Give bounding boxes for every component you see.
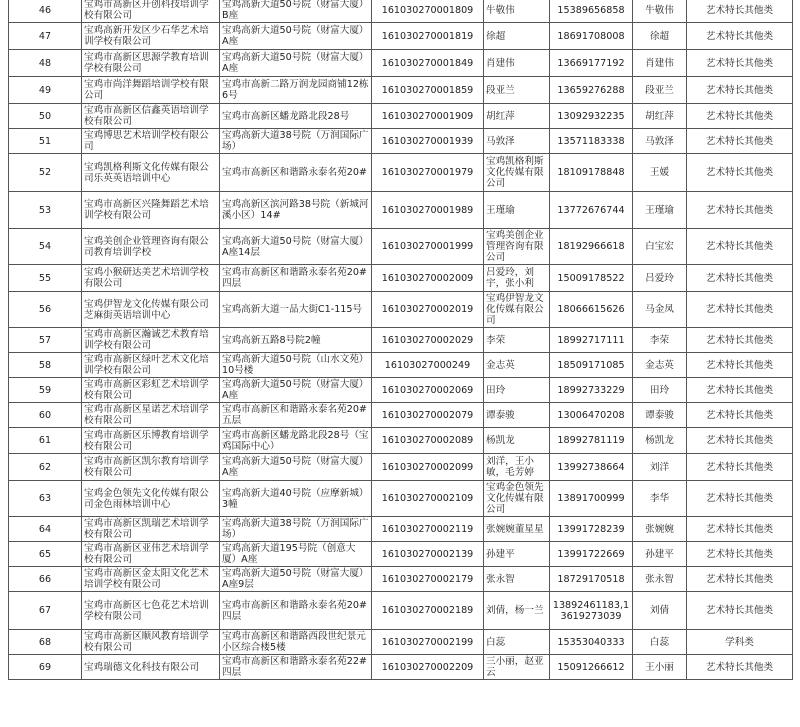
license-code-cell: 161030270002209 [372,655,484,680]
sponsor-cell: 宝鸡伊智龙文化传媒有限公司 [484,292,550,328]
sponsor-cell: 刘洋，王小敏，毛芳婷 [484,454,550,481]
table-body [9,0,793,680]
license-code-cell: 161030270002009 [372,265,484,292]
sponsor-cell: 牛敬伟 [484,0,550,23]
training-category-cell: 艺术特长其他类 [687,265,793,292]
license-code-cell: 161030270001979 [372,154,484,192]
license-code-cell: 161030270002079 [372,403,484,428]
sponsor-cell: 吕爱玲，刘宇，张小利 [484,265,550,292]
license-code-cell: 161030270001849 [372,50,484,77]
row-number-cell: 69 [9,655,82,680]
row-number-cell: 66 [9,567,82,592]
table-row [9,265,793,292]
training-category-cell: 艺术特长其他类 [687,328,793,353]
row-number-cell: 67 [9,592,82,630]
license-code-cell: 161030270002099 [372,454,484,481]
legal-representative-cell: 徐超 [633,23,687,50]
table-row [9,292,793,328]
table-row [9,655,793,680]
phone-number-cell: 13991722669 [550,542,633,567]
row-number-cell: 53 [9,192,82,229]
school-name-cell: 宝鸡市高新区兴隆舞蹈艺术培训学校有限公司 [82,192,220,229]
school-name-cell: 宝鸡市高新区绿叶艺术文化培训学校有限公司 [82,353,220,378]
row-number-cell: 63 [9,481,82,517]
legal-representative-cell: 段亚兰 [633,77,687,104]
legal-representative-cell: 王瑾瑜 [633,192,687,229]
training-category-cell: 艺术特长其他类 [687,192,793,229]
sponsor-cell: 王瑾瑜 [484,192,550,229]
license-code-cell: 16103027000249 [372,353,484,378]
row-number-cell: 49 [9,77,82,104]
training-category-cell: 艺术特长其他类 [687,428,793,454]
table-row [9,229,793,265]
row-number-cell: 68 [9,630,82,655]
legal-representative-cell: 马金凤 [633,292,687,328]
school-name-cell: 宝鸡市高新区乐博教育培训学校有限公司 [82,428,220,454]
school-address-cell: 宝鸡高新大道50号院（财富大厦）A座 [220,454,372,481]
legal-representative-cell: 肖建伟 [633,50,687,77]
training-category-cell: 艺术特长其他类 [687,481,793,517]
row-number-cell: 56 [9,292,82,328]
phone-number-cell: 13992738664 [550,454,633,481]
school-address-cell: 宝鸡市高新区蟠龙路北段28号 [220,104,372,129]
legal-representative-cell: 刘倩 [633,592,687,630]
sponsor-cell: 徐超 [484,23,550,50]
school-address-cell: 宝鸡高新大道195号院（创意大厦）A座 [220,542,372,567]
school-address-cell: 宝鸡市高新区和谐路永泰名苑20#五层 [220,403,372,428]
phone-number-cell: 13669177192 [550,50,633,77]
phone-number-cell: 13006470208 [550,403,633,428]
phone-number-cell: 15091266612 [550,655,633,680]
legal-representative-cell: 白宝宏 [633,229,687,265]
license-code-cell: 161030270002179 [372,567,484,592]
training-category-cell: 艺术特长其他类 [687,592,793,630]
legal-representative-cell: 李荣 [633,328,687,353]
table-row [9,154,793,192]
row-number-cell: 48 [9,50,82,77]
school-name-cell: 宝鸡美创企业管理咨询有限公司教育培训学校 [82,229,220,265]
school-name-cell: 宝鸡市高新区凯瑞艺术培训学校有限公司 [82,517,220,542]
training-category-cell: 艺术特长其他类 [687,655,793,680]
sponsor-cell: 杨凯龙 [484,428,550,454]
school-name-cell: 宝鸡市高新区七色花艺术培训学校有限公司 [82,592,220,630]
school-address-cell: 宝鸡市高新区和谐路永泰名苑20#四层 [220,265,372,292]
sponsor-cell: 金志英 [484,353,550,378]
training-category-cell: 艺术特长其他类 [687,229,793,265]
legal-representative-cell: 白蕊 [633,630,687,655]
school-address-cell: 宝鸡高新大道50号院（财富大厦）A座 [220,50,372,77]
sponsor-cell: 李荣 [484,328,550,353]
sponsor-cell: 宝鸡金色领先文化传媒有限公司 [484,481,550,517]
school-name-cell: 宝鸡市高新区凯尔教育培训学校有限公司 [82,454,220,481]
license-code-cell: 161030270001999 [372,229,484,265]
training-category-cell: 学科类 [687,630,793,655]
row-number-cell: 57 [9,328,82,353]
phone-number-cell: 18992781119 [550,428,633,454]
training-category-cell: 艺术特长其他类 [687,23,793,50]
table-row [9,129,793,154]
phone-number-cell: 13891700999 [550,481,633,517]
legal-representative-cell: 金志英 [633,353,687,378]
table-row [9,77,793,104]
license-code-cell: 161030270002109 [372,481,484,517]
sponsor-cell: 三小丽，赵亚云 [484,655,550,680]
license-code-cell: 161030270001939 [372,129,484,154]
school-name-cell: 宝鸡市高新区开创科技培训学校有限公司 [82,0,220,23]
row-number-cell: 62 [9,454,82,481]
legal-representative-cell: 杨凯龙 [633,428,687,454]
legal-representative-cell: 王小丽 [633,655,687,680]
legal-representative-cell: 孙建平 [633,542,687,567]
school-address-cell: 宝鸡市高新二路万润龙园商铺12栋6号 [220,77,372,104]
legal-representative-cell: 刘洋 [633,454,687,481]
sponsor-cell: 段亚兰 [484,77,550,104]
row-number-cell: 64 [9,517,82,542]
license-code-cell: 161030270002139 [372,542,484,567]
phone-number-cell: 15353040333 [550,630,633,655]
phone-number-cell: 13991728239 [550,517,633,542]
training-category-cell: 艺术特长其他类 [687,378,793,403]
school-name-cell: 宝鸡市高新区顺风教育培训学校有限公司 [82,630,220,655]
license-code-cell: 161030270001909 [372,104,484,129]
training-category-cell: 艺术特长其他类 [687,353,793,378]
legal-representative-cell: 田玲 [633,378,687,403]
phone-number-cell: 18729170518 [550,567,633,592]
table-row [9,353,793,378]
license-code-cell: 161030270001819 [372,23,484,50]
table-row [9,104,793,129]
school-name-cell: 宝鸡市高新区彩虹艺术培训学校有限公司 [82,378,220,403]
row-number-cell: 54 [9,229,82,265]
school-address-cell: 宝鸡高新大道50号院（财富大厦）A座 [220,23,372,50]
table-row [9,630,793,655]
sponsor-cell: 宝鸡美创企业管理咨询有限公司 [484,229,550,265]
table-row [9,542,793,567]
phone-number-cell: 13892461183,13619273039 [550,592,633,630]
legal-representative-cell: 马敦泽 [633,129,687,154]
school-name-cell: 宝鸡市尚洋舞蹈培训学校有限公司 [82,77,220,104]
license-code-cell: 161030270002069 [372,378,484,403]
row-number-cell: 55 [9,265,82,292]
legal-representative-cell: 王媛 [633,154,687,192]
sponsor-cell: 肖建伟 [484,50,550,77]
phone-number-cell: 18509171085 [550,353,633,378]
row-number-cell: 58 [9,353,82,378]
row-number-cell: 47 [9,23,82,50]
license-code-cell: 161030270001989 [372,192,484,229]
table-row [9,567,793,592]
legal-representative-cell: 谭泰骏 [633,403,687,428]
table-row [9,23,793,50]
school-address-cell: 宝鸡高新大道50号院（财富大厦）A座 [220,378,372,403]
training-category-cell: 艺术特长其他类 [687,129,793,154]
table-row [9,454,793,481]
table-row [9,378,793,403]
sponsor-cell: 宝鸡凯格利斯文化传媒有限公司 [484,154,550,192]
school-name-cell: 宝鸡市高新区金太阳文化艺术培训学校有限公司 [82,567,220,592]
license-code-cell: 161030270001859 [372,77,484,104]
phone-number-cell: 18192966618 [550,229,633,265]
school-name-cell: 宝鸡市高新区信鑫英语培训学校有限公司 [82,104,220,129]
school-name-cell: 宝鸡高新开发区少石华艺术培训学校有限公司 [82,23,220,50]
phone-number-cell: 13571183338 [550,129,633,154]
sponsor-cell: 马敦泽 [484,129,550,154]
school-name-cell: 宝鸡博思艺术培训学校有限公司 [82,129,220,154]
phone-number-cell: 13659276288 [550,77,633,104]
license-code-cell: 161030270002119 [372,517,484,542]
school-name-cell: 宝鸡伊智龙文化传媒有限公司芝麻街英语培训中心 [82,292,220,328]
sponsor-cell: 张婉婉董星星 [484,517,550,542]
school-address-cell: 宝鸡市高新区蟠龙路北段28号（宝鸡国际中心） [220,428,372,454]
phone-number-cell: 15009178522 [550,265,633,292]
training-category-cell: 艺术特长其他类 [687,567,793,592]
training-category-cell: 艺术特长其他类 [687,454,793,481]
row-number-cell: 59 [9,378,82,403]
legal-representative-cell: 李华 [633,481,687,517]
legal-representative-cell: 牛敬伟 [633,0,687,23]
row-number-cell: 61 [9,428,82,454]
table-row [9,481,793,517]
school-address-cell: 宝鸡高新大道50号院（财富大厦）A座9层 [220,567,372,592]
school-name-cell: 宝鸡市高新区星诺艺术培训学校有限公司 [82,403,220,428]
phone-number-cell: 13772676744 [550,192,633,229]
phone-number-cell: 18109178848 [550,154,633,192]
school-address-cell: 宝鸡高新大道40号院（应摩新城）3幢 [220,481,372,517]
school-address-cell: 宝鸡市高新区和谐路永泰名苑22#四层 [220,655,372,680]
table-row [9,328,793,353]
table-row [9,0,793,23]
phone-number-cell: 18691708008 [550,23,633,50]
phone-number-cell: 18992733229 [550,378,633,403]
table-row [9,428,793,454]
school-name-cell: 宝鸡金色领先文化传媒有限公司金色雨林培训中心 [82,481,220,517]
school-name-cell: 宝鸡小猴研达美艺术培训学校有限公司 [82,265,220,292]
school-address-cell: 宝鸡高新大道50号院（财富大厦）A座14层 [220,229,372,265]
sponsor-cell: 刘倩，杨一兰 [484,592,550,630]
school-name-cell: 宝鸡瑞德文化科技有限公司 [82,655,220,680]
sponsor-cell: 孙建平 [484,542,550,567]
school-name-cell: 宝鸡市高新区瀚诚艺术教育培训学校有限公司 [82,328,220,353]
phone-number-cell: 13092932235 [550,104,633,129]
school-name-cell: 宝鸡凯格利斯文化传媒有限公司乐英英语培训中心 [82,154,220,192]
training-category-cell: 艺术特长其他类 [687,104,793,129]
table-row [9,517,793,542]
row-number-cell: 52 [9,154,82,192]
legal-representative-cell: 吕爱玲 [633,265,687,292]
legal-representative-cell: 张永智 [633,567,687,592]
school-address-cell: 宝鸡市高新区和谐路永泰名苑20#四层 [220,592,372,630]
sponsor-cell: 田玲 [484,378,550,403]
legal-representative-cell: 张婉婉 [633,517,687,542]
school-address-cell: 宝鸡高新大道38号院（万润国际广场） [220,129,372,154]
school-name-cell: 宝鸡市高新区思源学教育培训学校有限公司 [82,50,220,77]
table-row [9,50,793,77]
phone-number-cell: 18992717111 [550,328,633,353]
school-address-cell: 宝鸡市高新区和谐路永泰名苑20# [220,154,372,192]
training-category-cell: 艺术特长其他类 [687,77,793,104]
sponsor-cell: 张永智 [484,567,550,592]
row-number-cell: 60 [9,403,82,428]
table-row [9,192,793,229]
table-row [9,403,793,428]
school-address-cell: 宝鸡高新大道50号院（山水文苑）10号楼 [220,353,372,378]
sponsor-cell: 谭泰骏 [484,403,550,428]
training-category-cell: 艺术特长其他类 [687,50,793,77]
school-registry-table [8,0,793,680]
row-number-cell: 46 [9,0,82,23]
school-address-cell: 宝鸡高新区滨河路38号院（新城河溪小区）14# [220,192,372,229]
sponsor-cell: 胡红萍 [484,104,550,129]
training-category-cell: 艺术特长其他类 [687,403,793,428]
license-code-cell: 161030270002089 [372,428,484,454]
phone-number-cell: 15389656858 [550,0,633,23]
training-category-cell: 艺术特长其他类 [687,154,793,192]
license-code-cell: 161030270002019 [372,292,484,328]
row-number-cell: 65 [9,542,82,567]
table-row [9,592,793,630]
sponsor-cell: 白蕊 [484,630,550,655]
training-category-cell: 艺术特长其他类 [687,542,793,567]
school-address-cell: 宝鸡高新大道一品大街C1-115号 [220,292,372,328]
license-code-cell: 161030270002029 [372,328,484,353]
row-number-cell: 50 [9,104,82,129]
phone-number-cell: 18066615626 [550,292,633,328]
school-address-cell: 宝鸡高新大道50号院（财富大厦）B座 [220,0,372,23]
license-code-cell: 161030270001809 [372,0,484,23]
legal-representative-cell: 胡红萍 [633,104,687,129]
row-number-cell: 51 [9,129,82,154]
school-name-cell: 宝鸡市高新区亚伟艺术培训学校有限公司 [82,542,220,567]
training-category-cell: 艺术特长其他类 [687,517,793,542]
school-address-cell: 宝鸡高新大道38号院（万润国际广场） [220,517,372,542]
training-category-cell: 艺术特长其他类 [687,0,793,23]
school-address-cell: 宝鸡市高新区和谐路西段世纪景元小区综合楼5楼 [220,630,372,655]
training-category-cell: 艺术特长其他类 [687,292,793,328]
school-address-cell: 宝鸡高新五路8号院2幢 [220,328,372,353]
license-code-cell: 161030270002199 [372,630,484,655]
license-code-cell: 161030270002189 [372,592,484,630]
